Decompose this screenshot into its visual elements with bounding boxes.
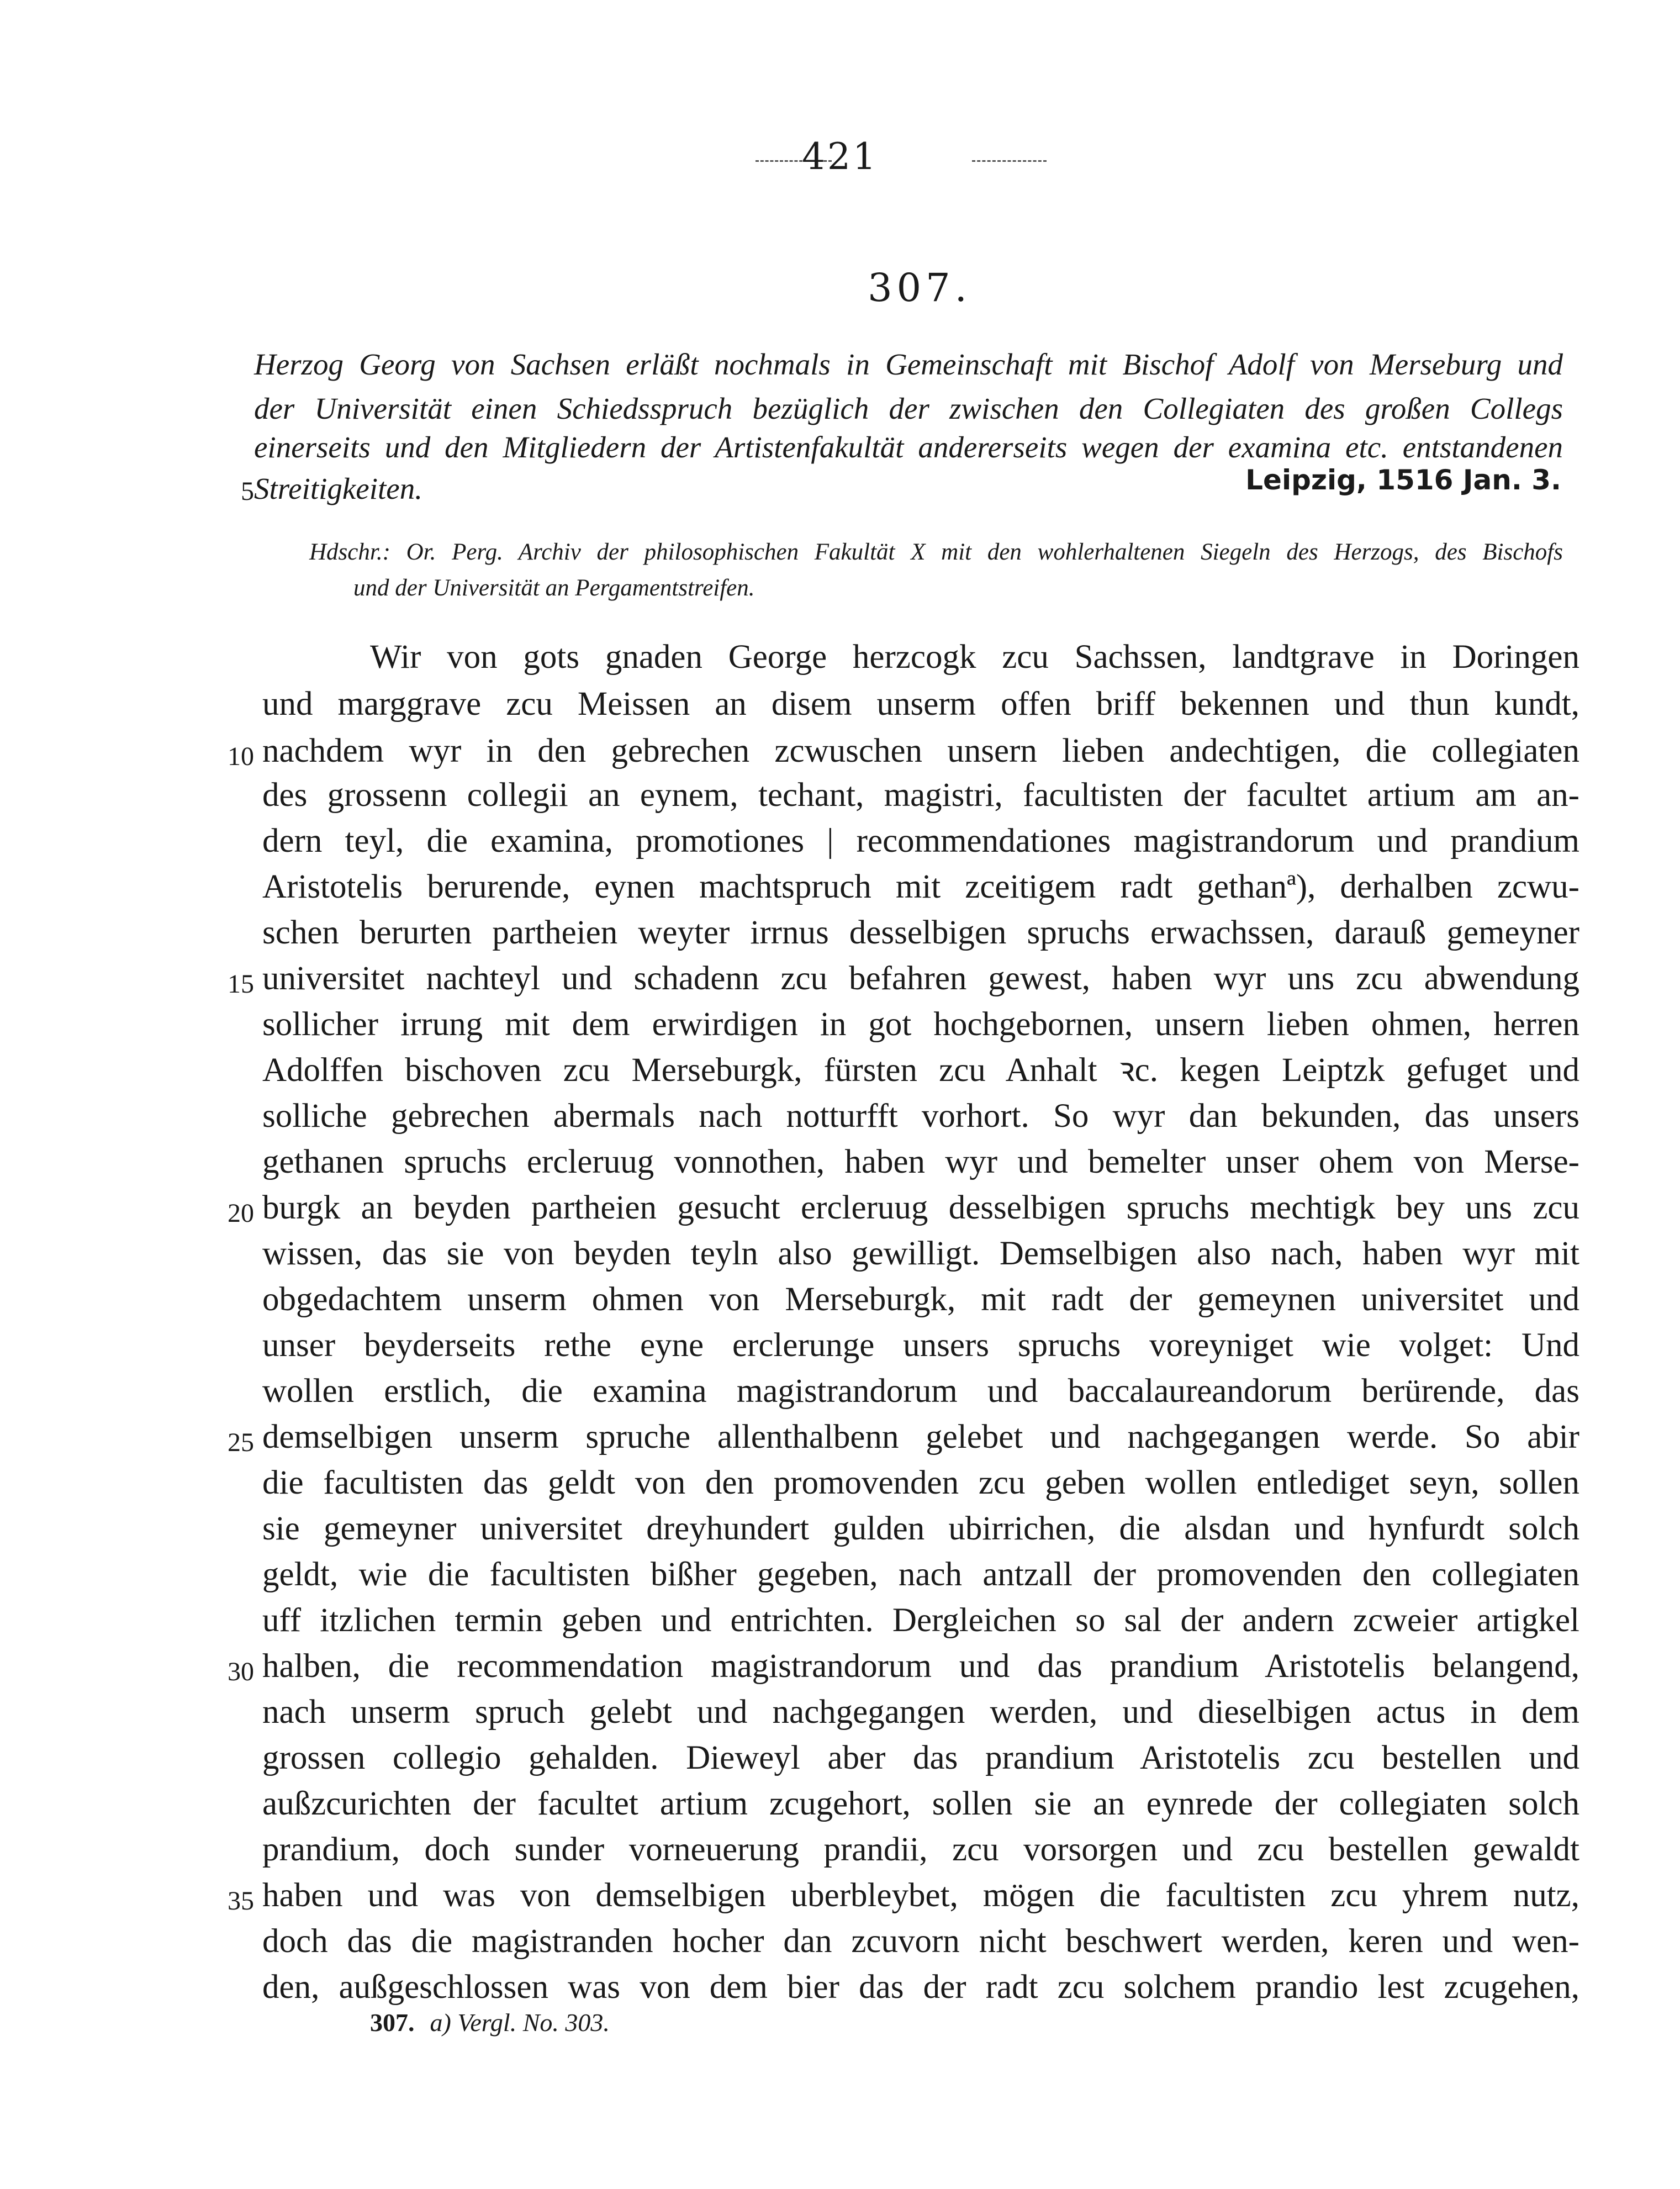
summary-line: einerseits und den Mitgliedern der Artistenfakultät andererseits wegen der examina etc. entstandenen xyxy=(254,430,1563,464)
line-number: 15 xyxy=(228,969,254,999)
line-number: 10 xyxy=(228,742,254,771)
body-line: halben, die recommendation magistrandorum und das prandium Aristotelis belangend, xyxy=(262,1648,1579,1685)
body-line: und marggrave zcu Meissen an disem unserm offen briff bekennen und thun kundt, xyxy=(262,685,1579,722)
body-line: die facultisten das geldt von den promovenden zcu geben wollen entlediget seyn, sollen xyxy=(262,1464,1579,1501)
body-line: Adolffen bischoven zcu Merseburgk, fürsten zcu Anhalt ꝛc. kegen Leiptzk gefuget und xyxy=(262,1052,1579,1089)
body-line: prandium, doch sunder vorneuerung prandii, zcu vorsorgen und zcu bestellen gewaldt xyxy=(262,1831,1579,1868)
summary-line: der Universität einen Schiedsspruch bezüglich der zwischen den Collegiaten des großen Collegs xyxy=(254,392,1563,425)
body-line: wissen, das sie von beyden teyln also gewilligt. Demselbigen also nach, haben wyr mit xyxy=(262,1235,1579,1272)
body-line: des grossenn collegii an eynem, techant, magistri, facultisten der facultet artium am an- xyxy=(262,777,1579,814)
body-line: obgedachtem unserm ohmen von Merseburgk, mit radt der gemeynen universitet und xyxy=(262,1281,1579,1318)
body-line: geldt, wie die facultisten bißher gegeben, nach antzall der promovenden den collegiaten xyxy=(262,1556,1579,1593)
body-line: universitet nachteyl und schadenn zcu befahren gewest, haben wyr uns zcu abwendung xyxy=(262,960,1579,997)
body-line: solliche gebrechen abermals nach notturfft vorhort. So wyr dan bekunden, das unsers xyxy=(262,1098,1579,1135)
source-note-line: und der Universität an Pergamentstreifen. xyxy=(353,575,755,601)
body-line: sie gemeyner universitet dreyhundert gulden ubirrichen, die alsdan und hynfurdt solch xyxy=(262,1510,1579,1547)
summary-line: Streitigkeiten. xyxy=(254,472,422,505)
line-number: 20 xyxy=(228,1199,254,1228)
footnote-text: a) Vergl. No. 303. xyxy=(430,2008,610,2037)
body-line: burgk an beyden partheien gesucht ercleruug desselbigen spruchs mechtigk bey uns zcu xyxy=(262,1189,1579,1226)
body-line: schen berurten partheien weyter irrnus desselbigen spruchs erwachssen, darauß gemeyner xyxy=(262,914,1579,951)
line-number: 30 xyxy=(228,1657,254,1686)
source-note-line: Hdschr.: Or. Perg. Archiv der philosophischen Fakultät X mit den wohlerhaltenen Siegeln des Herzogs, des Bischofs xyxy=(309,539,1563,565)
body-line: gethanen spruchs ercleruug vonnothen, haben wyr und bemelter unser ohem von Merse- xyxy=(262,1143,1579,1180)
body-line: uff itzlichen termin geben und entrichten. Dergleichen so sal der andern zcweier artigkel xyxy=(262,1602,1579,1639)
body-line: unser beyderseits rethe eyne erclerunge unsers spruchs voreyniget wie volget: Und xyxy=(262,1327,1579,1364)
body-line: demselbigen unserm spruche allenthalbenn gelebet und nachgegangen werde. So abir xyxy=(262,1418,1579,1455)
body-line: wollen erstlich, die examina magistrandorum und baccalaureandorum berürende, das xyxy=(262,1373,1579,1410)
footnote-number: 307. xyxy=(370,2008,415,2037)
body-line: doch das die magistranden hocher dan zcuvorn nicht beschwert werden, keren und wen- xyxy=(262,1923,1579,1960)
footnote xyxy=(370,2008,610,2037)
summary-line: Herzog Georg von Sachsen erläßt nochmals in Gemeinschaft mit Bischof Adolf von Merseburg und xyxy=(254,347,1563,381)
body-line: haben und was von demselbigen uberbleybet, mögen die facultisten zcu yhrem nutz, xyxy=(262,1877,1579,1914)
line-number: 35 xyxy=(228,1886,254,1916)
line-number: 5 xyxy=(241,477,254,506)
document-number: 307. xyxy=(868,265,971,310)
body-line: grossen collegio gehalden. Dieweyl aber das prandium Aristotelis zcu bestellen und xyxy=(262,1739,1579,1776)
place-date: Leipzig, 1516 Jan. 3. xyxy=(1245,464,1561,496)
body-line: nach unserm spruch gelebt und nachgegangen werden, und dieselbigen actus in dem xyxy=(262,1694,1579,1731)
line-number: 25 xyxy=(228,1428,254,1457)
body-line: den, außgeschlossen was von dem bier das der radt zcu solchem prandio lest zcugehen, xyxy=(262,1969,1579,2006)
header-rule-right xyxy=(972,160,1047,162)
body-line: sollicher irrung mit dem erwirdigen in got hochgebornen, unsern lieben ohmen, herren xyxy=(262,1006,1579,1043)
body-line: dern teyl, die examina, promotiones | recommendationes magistrandorum und prandium xyxy=(262,822,1579,859)
body-line: nachdem wyr in den gebrechen zcwuschen unsern lieben andechtigen, die collegiaten xyxy=(262,732,1579,769)
body-line: außzcurichten der facultet artium zcugehort, sollen sie an eynrede der collegiaten solch xyxy=(262,1785,1579,1822)
body-line: Wir von gots gnaden George herzcogk zcu Sachssen, landtgrave in Doringen xyxy=(370,639,1579,676)
body-line: Aristotelis berurende, eynen machtspruch mit zceitigem radt gethanª), derhalben zcwu- xyxy=(262,868,1579,905)
page-number: 421 xyxy=(802,135,878,178)
